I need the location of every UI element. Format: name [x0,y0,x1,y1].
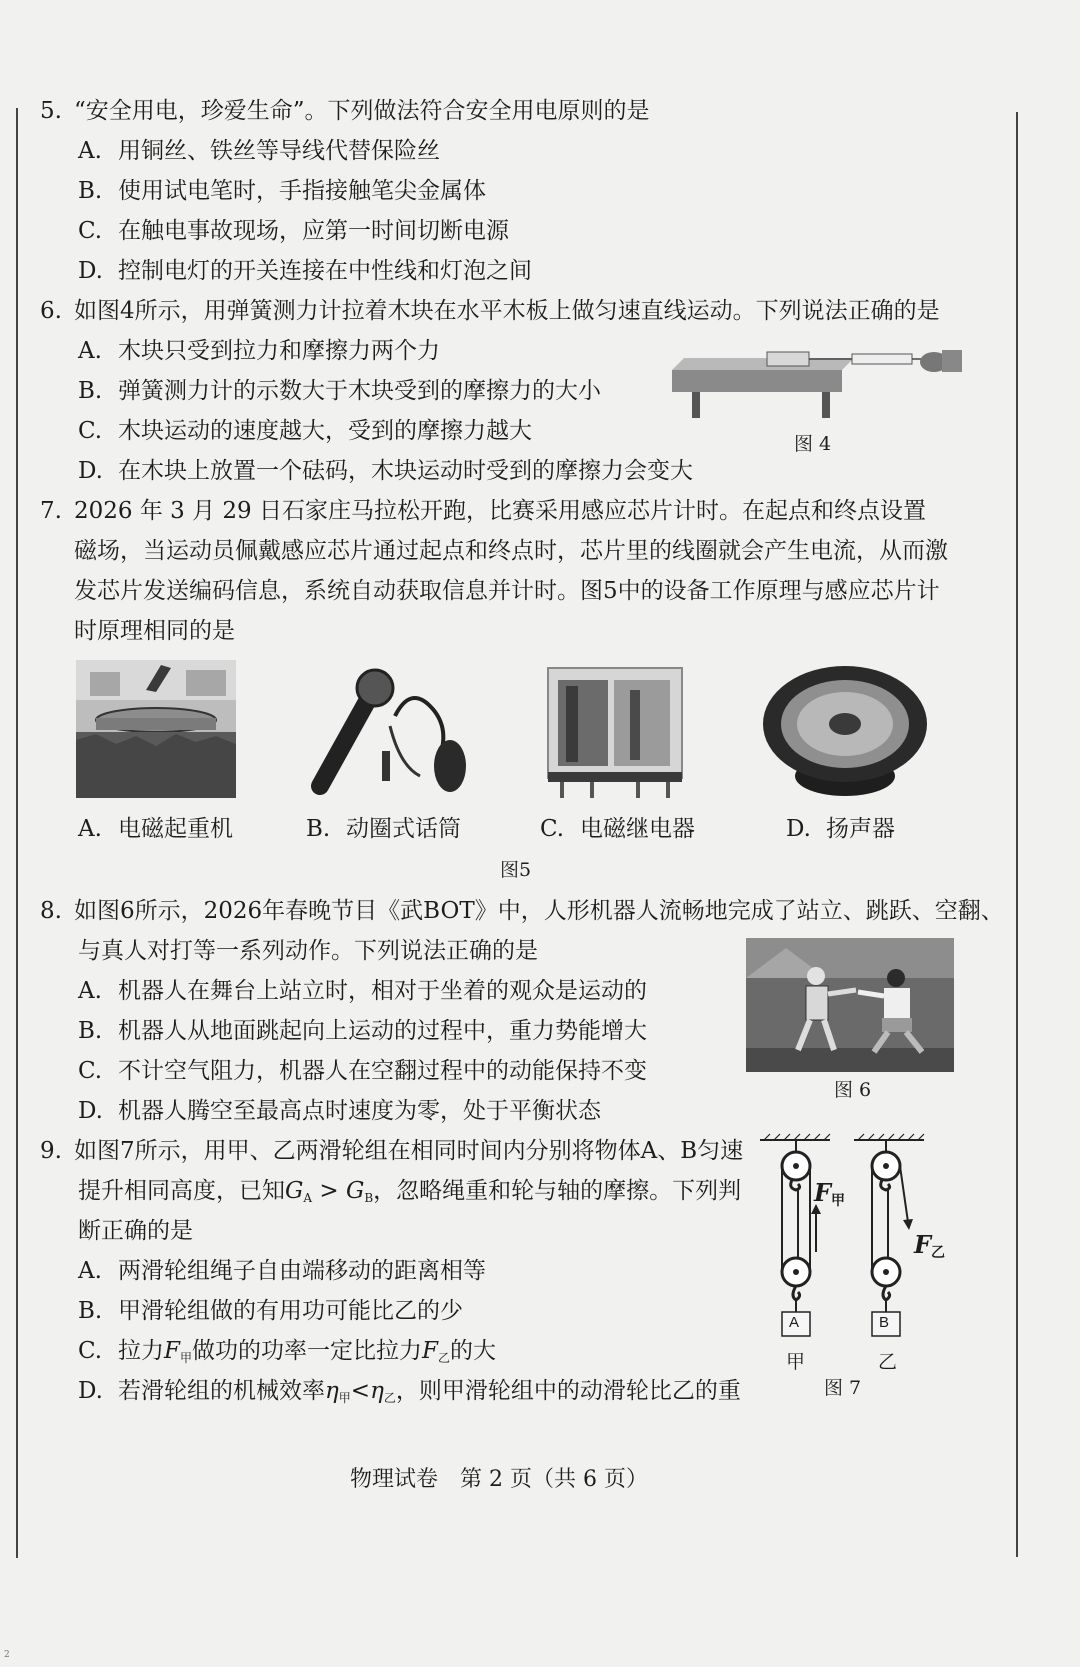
subscript: A [303,1191,313,1205]
question-stem-line: 2026 年 3 月 29 日石家庄马拉松开跑，比赛采用感应芯片计时。在起点和终点设置 [74,498,926,524]
pulley-label-yi: 乙 [878,1351,898,1373]
option-text: 电磁起重机 [118,816,233,842]
question-stem-line: 与真人对打等一系列动作。下列说法正确的是 [78,938,538,964]
option-text-part: 拉力 [118,1338,164,1364]
option-label: B. [78,1018,103,1044]
option-label: A. [78,978,102,1004]
right-margin-line [1016,112,1018,1557]
subscript: 乙 [437,1351,450,1365]
question-number: 5. [40,98,62,124]
option-label: B. [78,378,103,404]
question-stem-line: 发芯片发送编码信息，系统自动获取信息并计时。图5中的设备工作原理与感应芯片计 [74,578,940,604]
option-label: C. [78,218,103,244]
figure-caption: 图5 [500,859,532,881]
option-label: A. [78,138,102,164]
option-text: 两滑轮组绳子自由端移动的距离相等 [118,1258,486,1284]
option-text-part: 若滑轮组的机械效率 [118,1378,325,1404]
question-number: 9. [40,1138,62,1164]
option-label: C. [78,1058,103,1084]
option-label: D. [786,816,811,842]
corner-mark: 2 [4,1650,10,1660]
option-text: 使用试电笔时，手指接触笔尖金属体 [118,178,486,204]
question-stem-line: 磁场，当运动员佩戴感应芯片通过起点和终点时，芯片里的线圈就会产生电流，从而激 [74,538,948,564]
option-text: 甲滑轮组做的有用功可能比乙的少 [118,1298,463,1324]
option-text: 在触电事故现场，应第一时间切断电源 [118,218,509,244]
electromagnetic-crane-image [76,660,236,798]
less-than: < [350,1378,371,1404]
symbol-eta: η [325,1378,339,1404]
box-a-label: A [789,1314,800,1331]
force-subscript: 甲 [831,1193,846,1209]
figure-caption: 图 7 [824,1377,862,1399]
symbol-g: G [285,1178,304,1204]
question-stem-line: 断正确的是 [78,1218,193,1244]
page-footer: 物理试卷 第 2 页（共 6 页） [350,1467,648,1492]
stem-text: 提升相同高度，已知 [78,1178,285,1204]
option-text: 控制电灯的开关连接在中性线和灯泡之间 [118,258,532,284]
question-stem-line: 时原理相同的是 [74,618,235,644]
option-text: 扬声器 [826,816,895,842]
figure-caption: 图 6 [834,1079,872,1101]
question-stem: “安全用电，珍爱生命”。下列做法符合安全用电原则的是 [74,98,650,124]
subscript: 乙 [383,1391,396,1405]
option-label: A. [78,1258,102,1284]
question-stem-line: 如图6所示，2026年春晚节目《武BOT》中，人形机器人流畅地完成了站立、跳跃、空翻、 [74,898,1004,924]
option-label: C. [78,418,103,444]
option-label: B. [306,816,331,842]
option-text: 机器人腾空至最高点时速度为零，处于平衡状态 [118,1098,601,1124]
pulley-label-jia: 甲 [786,1351,806,1373]
left-margin-line [16,108,18,1558]
option-text: 机器人从地面跳起向上运动的过程中，重力势能增大 [118,1018,647,1044]
option-label: D. [78,1098,103,1124]
option-text: 动圈式话筒 [346,816,461,842]
question-stem-line: 如图7所示，用甲、乙两滑轮组在相同时间内分别将物体A、B匀速 [74,1138,744,1164]
option-label: A. [78,338,102,364]
robot-performance-image [746,938,954,1072]
loudspeaker-image [760,664,930,804]
option-text: 电磁继电器 [580,816,695,842]
symbol-f: F [421,1338,438,1364]
question-number: 6. [40,298,62,324]
option-label: C. [78,1338,103,1364]
question-stem-line [78,1176,741,1213]
option-text [118,1336,496,1373]
subscript: 甲 [179,1351,192,1365]
option-text: 用铜丝、铁丝等导线代替保险丝 [118,138,440,164]
option-text: 弹簧测力计的示数大于木块受到的摩擦力的大小 [118,378,601,404]
force-label-left [814,1178,845,1210]
electromagnetic-relay-image [540,660,690,800]
stem-text: ，忽略绳重和轮与轴的摩擦。下列判 [373,1178,742,1204]
option-text-part: 的大 [449,1338,496,1364]
option-label: D. [78,1378,103,1404]
subscript: B [364,1191,374,1205]
question-number: 8. [40,898,62,924]
option-label: D. [78,458,103,484]
option-text: 木块运动的速度越大，受到的摩擦力越大 [118,418,532,444]
symbol-f: F [164,1338,180,1364]
force-label-right [914,1230,945,1262]
option-text-part: ，则甲滑轮组中的动滑轮比乙的重 [395,1378,741,1404]
subscript: 甲 [338,1391,351,1405]
question-number: 7. [40,498,62,524]
option-label: D. [78,258,103,284]
option-text: 不计空气阻力，机器人在空翻过程中的动能保持不变 [118,1058,647,1084]
force-symbol: F [814,1178,832,1207]
option-label: C. [540,816,565,842]
dynamic-microphone-image [300,666,475,796]
figure-4-spring-scale-image [672,350,962,420]
option-text: 在木块上放置一个砝码，木块运动时受到的摩擦力会变大 [118,458,693,484]
greater-than: > [312,1178,346,1204]
option-label: A. [78,816,102,842]
symbol-g: G [345,1178,365,1204]
option-text: 机器人在舞台上站立时，相对于坐着的观众是运动的 [118,978,647,1004]
figure-caption: 图 4 [794,433,832,455]
option-label: B. [78,178,103,204]
box-b-label: B [879,1314,890,1331]
force-symbol: F [914,1230,932,1259]
option-text: 木块只受到拉力和摩擦力两个力 [118,338,440,364]
option-text [118,1376,741,1413]
option-text-part: 做功的功率一定比拉力 [191,1338,422,1364]
force-subscript: 乙 [931,1245,946,1261]
symbol-eta: η [370,1378,384,1404]
option-label: B. [78,1298,103,1324]
question-stem: 如图4所示，用弹簧测力计拉着木块在水平木板上做匀速直线运动。下列说法正确的是 [74,298,940,324]
